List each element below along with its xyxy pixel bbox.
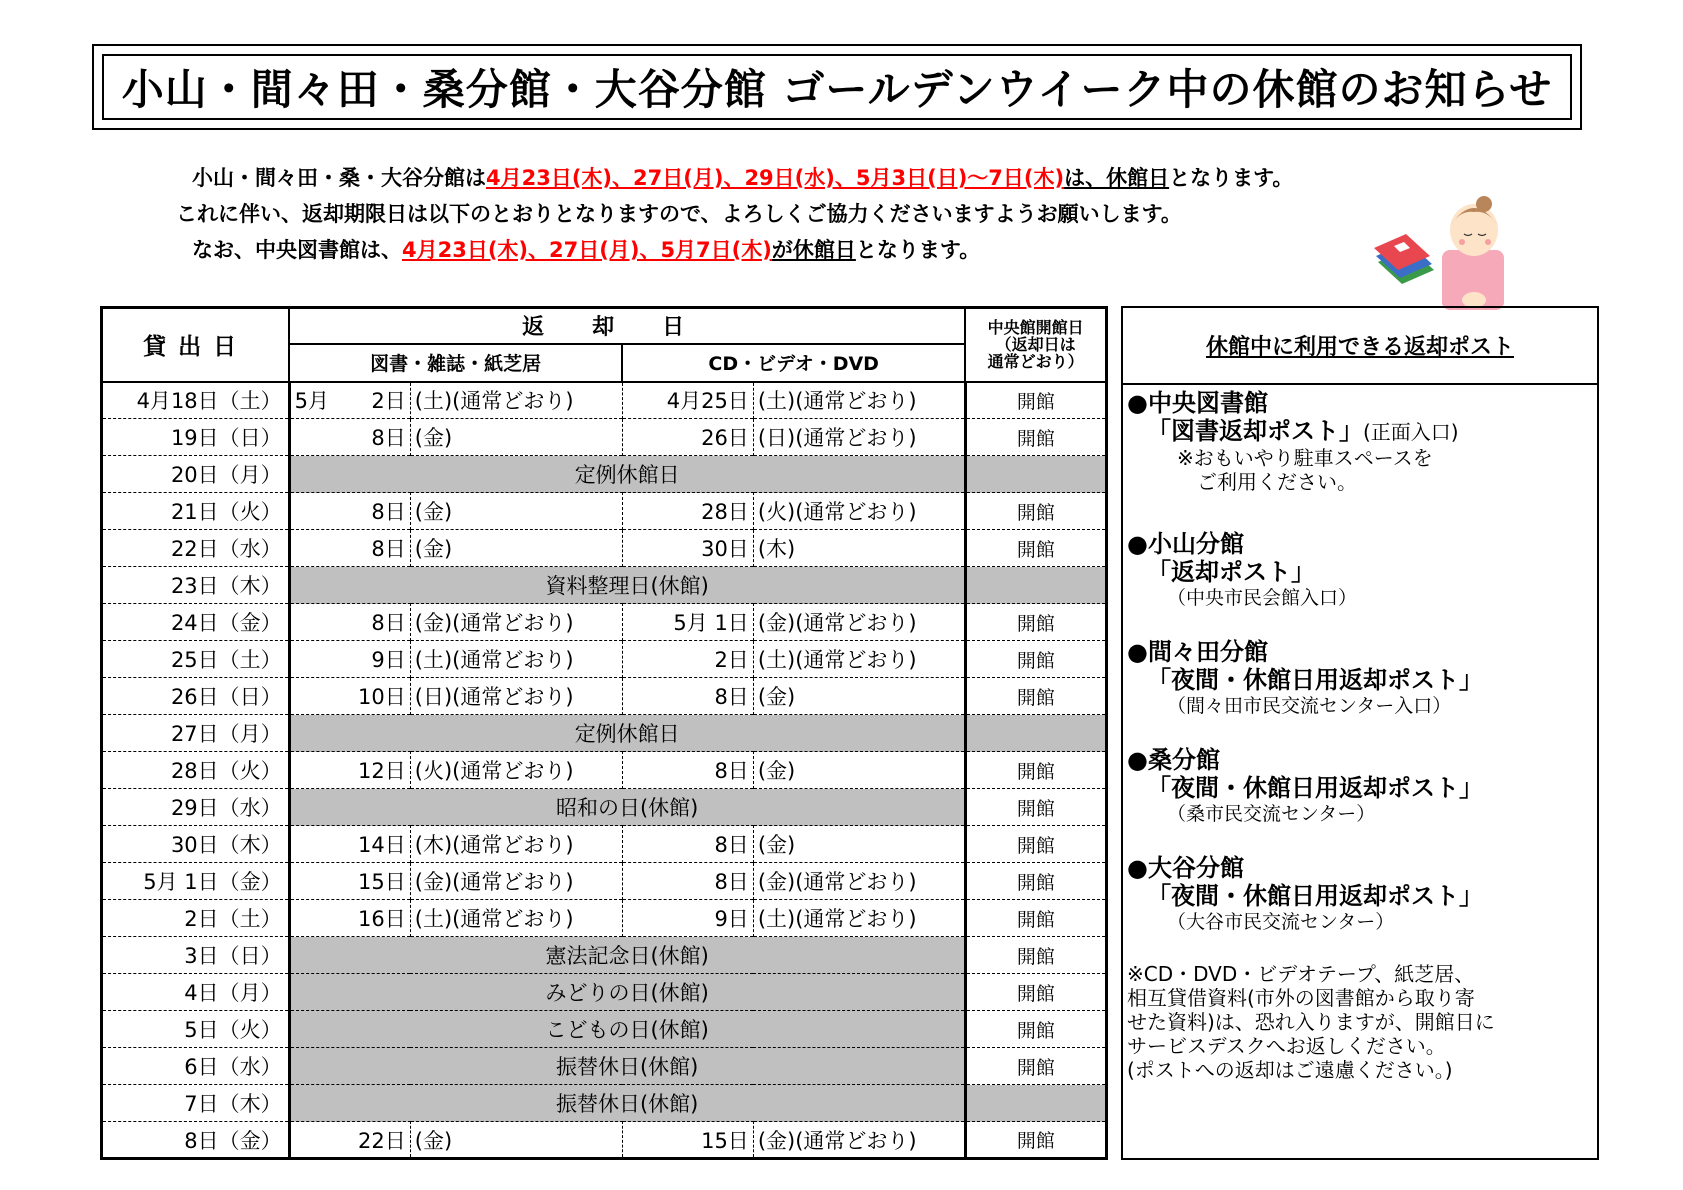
lend-date-cell: 30日（木） [102,826,290,863]
books-return-weekday: (土)(通常どおり) [410,382,622,419]
central-closed-dates: 4月23日(木)、27日(月)、5月7日(木) [402,238,772,262]
av-return-weekday: (金) [753,826,965,863]
lend-date-cell: 3日（日） [102,937,290,974]
panel-body [1123,385,1597,1082]
branch-central [1127,389,1591,494]
branch-post-label: 「図書返却ポスト」 [1147,417,1363,445]
central-open-status: 開館 [965,382,1106,419]
return-post-panel [1121,306,1599,1160]
av-return-date: 8日 [622,752,753,789]
av-return-date: 9日 [622,900,753,937]
lend-date-cell [102,382,290,419]
table-row [102,493,1107,530]
central-open-status: 開館 [965,937,1106,974]
title-banner [92,44,1582,130]
central-open-status: 開館 [965,789,1106,826]
table-row [102,1048,1107,1085]
branch-name: ●桑分館 [1127,746,1220,774]
branch-oyama [1127,530,1591,610]
books-return-weekday: (火)(通常どおり) [410,752,622,789]
header-books: 図書・雑誌・紙芝居 [289,344,622,382]
branch-location: （中央市民会館入口） [1167,587,1358,609]
lend-date-cell: 2日（土） [102,900,290,937]
table-row [102,789,1107,826]
table-row [102,678,1107,715]
branch-post: 「夜間・休館日用返却ポスト」 [1147,774,1483,802]
branch-kuwa [1127,746,1591,826]
books-return-weekday: (金) [410,419,622,456]
av-return-date: 30日 [622,530,753,567]
intro-line-2: これに伴い、返却期限日は以下のとおりとなりますので、よろしくご協力くださいますようお願いします。 [176,202,1182,226]
central-open-status: 開館 [965,826,1106,863]
footnote-line: 相互貸借資料(市外の図書館から取り寄 [1127,986,1475,1010]
lend-date-cell: 24日（金） [102,604,290,641]
lend-date-cell: 26日（日） [102,678,290,715]
intro-line-1-mid: は、休館日 [1064,166,1170,190]
books-return-date: 9日 [289,641,410,678]
branch-name: ●間々田分館 [1127,638,1268,666]
books-return-date: 16日 [289,900,410,937]
lend-date-cell: 5月 1日（金） [102,863,290,900]
books-return-date: 8日 [289,530,410,567]
central-open-status: 開館 [965,1122,1106,1159]
central-open-status: 開館 [965,530,1106,567]
footnote-line: サービスデスクへお返しください。 [1127,1034,1446,1058]
av-return-date: 28日 [622,493,753,530]
central-open-status: 開館 [965,1048,1106,1085]
intro-line-1-suffix: となります。 [1169,166,1294,190]
table-row [102,826,1107,863]
table-row [102,530,1107,567]
header-lend-date: 貸出日 [102,308,290,382]
header-av: CD・ビデオ・DVD [622,344,965,382]
books-icon [1374,234,1434,284]
page-title: 小山・間々田・桑分館・大谷分館 ゴールデンウイーク中の休館のお知らせ [121,65,1553,114]
av-return-date: 4月25日 [622,382,753,419]
table-row [102,900,1107,937]
central-open-status [965,715,1106,752]
central-open-status: 開館 [965,1011,1106,1048]
table-row [102,1011,1107,1048]
books-return-weekday: (金) [410,493,622,530]
branch-post: 「夜間・休館日用返却ポスト」 [1147,882,1483,910]
av-return-date: 8日 [622,826,753,863]
av-return-weekday: (土)(通常どおり) [753,641,965,678]
closed-day-cell: こどもの日(休館) [289,1011,965,1048]
books-return-weekday: (土)(通常どおり) [410,900,622,937]
books-return-date: 22日 [289,1122,410,1159]
books-return-date: 8日 [289,604,410,641]
title-inner-border [102,54,1572,120]
av-return-weekday: (土)(通常どおり) [753,900,965,937]
header-central-open [965,308,1106,382]
av-return-weekday: (木) [753,530,965,567]
table-row [102,382,1107,419]
central-open-status [965,1085,1106,1122]
footnote-line: せた資料)は、恐れ入りますが、開館日に [1127,1010,1495,1034]
books-return-month: 5月 [294,389,330,414]
branch-name: ●中央図書館 [1127,389,1268,417]
table-row [102,419,1107,456]
central-open-status: 開館 [965,678,1106,715]
branch-mamada [1127,638,1591,718]
av-return-weekday: (金)(通常どおり) [753,604,965,641]
central-open-status: 開館 [965,641,1106,678]
av-return-weekday: (金)(通常どおり) [753,863,965,900]
table-row [102,604,1107,641]
intro-line-3-prefix: なお、中央図書館は、 [192,238,402,262]
return-schedule-table [100,306,1108,1160]
table-row [102,1122,1107,1159]
central-open-status: 開館 [965,974,1106,1011]
table-row [102,863,1107,900]
av-return-date: 8日 [622,863,753,900]
books-return-date: 8日 [289,493,410,530]
lend-date-cell: 5日（火） [102,1011,290,1048]
av-return-weekday: (土)(通常どおり) [753,382,965,419]
lend-date-cell: 27日（月） [102,715,290,752]
lend-date-cell: 25日（土） [102,641,290,678]
lend-date-cell: 4日（月） [102,974,290,1011]
branch-post [1127,417,1591,446]
books-return-weekday: (金) [410,1122,622,1159]
footnote-line: (ポストへの返却はご遠慮ください。) [1127,1058,1453,1082]
lend-date-cell: 21日（火） [102,493,290,530]
av-return-weekday: (金) [753,678,965,715]
lend-date-cell: 8日（金） [102,1122,290,1159]
intro-line-1-prefix: 小山・間々田・桑・大谷分館は [192,166,486,190]
header-central-line2: （返却日は [995,335,1076,355]
table-row [102,974,1107,1011]
books-return-weekday: (日)(通常どおり) [410,678,622,715]
closed-day-cell: 憲法記念日(休館) [289,937,965,974]
books-return-weekday: (金)(通常どおり) [410,604,622,641]
branch-otani [1127,854,1591,934]
table-row [102,1085,1107,1122]
branch-note: ※おもいやり駐車スペースを [1177,446,1433,470]
header-return-date: 返却日 [289,308,965,344]
av-return-weekday: (金)(通常どおり) [753,1122,965,1159]
footnote-line: ※CD・DVD・ビデオテープ、紙芝居、 [1127,962,1475,986]
central-open-status [965,567,1106,604]
central-open-status [965,456,1106,493]
lend-month: 4月 [136,389,171,414]
closed-day-cell: 定例休館日 [289,456,965,493]
av-return-date: 15日 [622,1122,753,1159]
branch-note: ご利用ください。 [1197,470,1357,494]
closed-day-cell: みどりの日(休館) [289,974,965,1011]
closed-day-cell: 資料整理日(休館) [289,567,965,604]
av-return-date: 5月 1日 [622,604,753,641]
books-return-date: 14日 [289,826,410,863]
closed-day-cell: 振替休日(休館) [289,1048,965,1085]
branch-name: ●小山分館 [1127,530,1244,558]
books-return-weekday: (木)(通常どおり) [410,826,622,863]
lend-date-cell: 29日（水） [102,789,290,826]
woman-figure-icon [1442,196,1504,310]
av-return-date: 26日 [622,419,753,456]
books-return-date: 12日 [289,752,410,789]
av-return-date: 8日 [622,678,753,715]
books-return-weekday: (金)(通常どおり) [410,863,622,900]
branch-name: ●大谷分館 [1127,854,1244,882]
branch-location: （大谷市民交流センター） [1167,911,1395,933]
central-open-status: 開館 [965,493,1106,530]
lend-date-cell: 28日（火） [102,752,290,789]
av-return-weekday: (金) [753,752,965,789]
intro-text [160,160,1490,268]
table-row [102,752,1107,789]
table-row [102,715,1107,752]
central-open-status: 開館 [965,419,1106,456]
table-row [102,456,1107,493]
branch-closed-dates: 4月23日(木)、27日(月)、29日(水)、5月3日(日)～7日(木) [486,166,1065,190]
branch-post: 「夜間・休館日用返却ポスト」 [1147,666,1483,694]
table-row [102,937,1107,974]
header-central-line3: 通常どおり） [987,352,1084,372]
intro-line-3 [160,232,1490,268]
books-return-date [289,382,410,419]
closed-day-cell: 振替休日(休館) [289,1085,965,1122]
lend-date-cell: 7日（木） [102,1085,290,1122]
branch-post-sub: (正面入口) [1363,420,1459,444]
books-return-weekday: (金) [410,530,622,567]
lend-date-cell: 23日（木） [102,567,290,604]
bowing-woman-with-books-illustration [1370,190,1510,310]
header-central-line1: 中央館開館日 [987,318,1084,338]
lend-date-cell: 19日（日） [102,419,290,456]
branch-location: （間々田市民交流センター入口） [1167,695,1452,717]
av-return-weekday: (火)(通常どおり) [753,493,965,530]
central-open-status: 開館 [965,863,1106,900]
panel-title: 休館中に利用できる返却ポスト [1123,308,1597,385]
closed-day-cell: 昭和の日(休館) [289,789,965,826]
table-row [102,567,1107,604]
lend-date-cell: 22日（水） [102,530,290,567]
books-return-weekday: (土)(通常どおり) [410,641,622,678]
central-open-status: 開館 [965,900,1106,937]
intro-line-3-suffix: となります。 [855,238,981,262]
books-return-date: 15日 [289,863,410,900]
central-open-status: 開館 [965,752,1106,789]
central-open-status: 開館 [965,604,1106,641]
table-row [102,641,1107,678]
books-return-date: 8日 [289,419,410,456]
books-return-date: 10日 [289,678,410,715]
lend-day: 18日（土） [170,389,282,414]
closed-day-cell: 定例休館日 [289,715,965,752]
av-return-weekday: (日)(通常どおり) [753,419,965,456]
footnote [1127,962,1591,1082]
lend-date-cell: 6日（水） [102,1048,290,1085]
intro-line-1 [160,160,1490,196]
branch-post: 「返却ポスト」 [1147,558,1315,586]
schedule-body [102,382,1107,1159]
lend-date-cell: 20日（月） [102,456,290,493]
books-return-day: 2日 [371,389,406,414]
av-return-date: 2日 [622,641,753,678]
branch-location: （桑市民交流センター） [1167,803,1376,825]
intro-line-3-mid: が休館日 [771,238,856,262]
